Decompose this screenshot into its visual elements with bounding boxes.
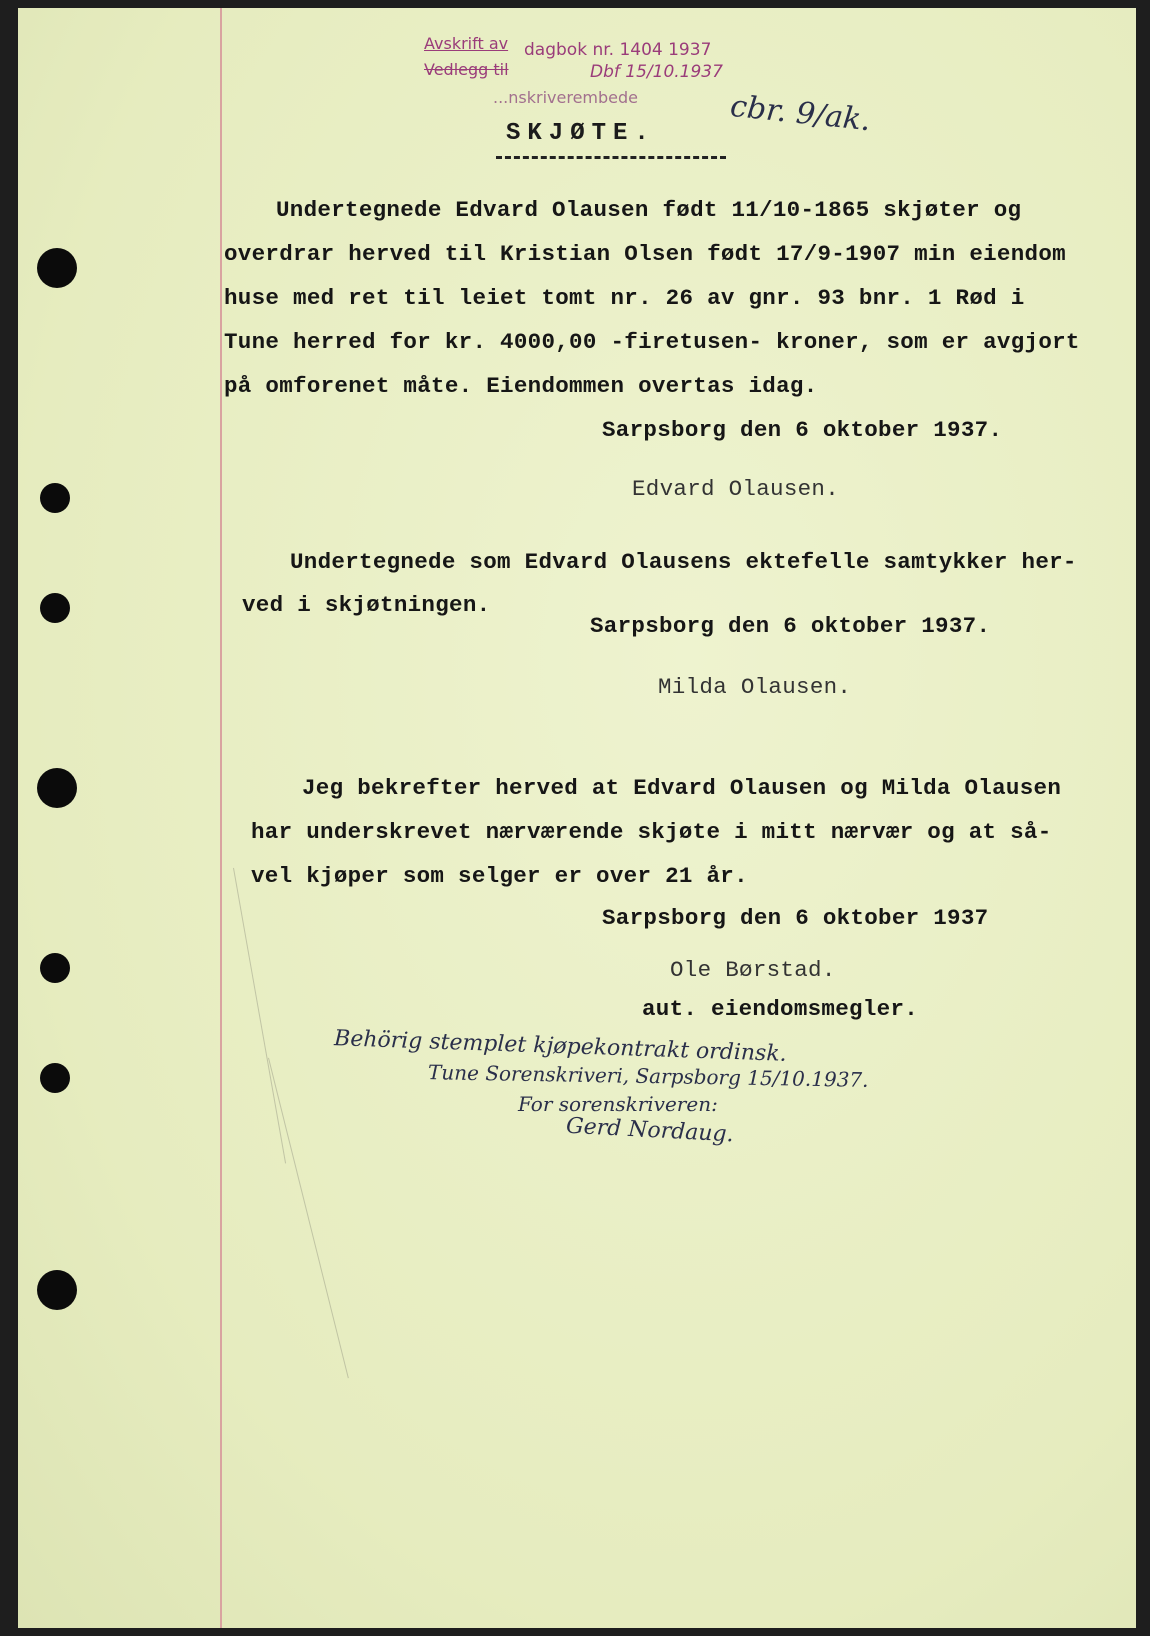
title-underline xyxy=(496,156,726,159)
margin-note: cbr. 9/ak. xyxy=(728,88,873,139)
stamp-vedlegg: Vedlegg til xyxy=(424,60,509,79)
punch-hole xyxy=(40,593,70,623)
body-line: Tune herred for kr. 4000,00 -firetusen- kroner, som er avgjort xyxy=(224,329,1080,355)
punch-hole xyxy=(37,1270,77,1310)
endorsement-signature: Gerd Nordaug. xyxy=(565,1113,735,1148)
body-line: vel kjøper som selger er over 21 år. xyxy=(251,863,748,889)
endorsement-line: Tune Sorenskriveri, Sarpsborg 15/10.1937. xyxy=(427,1060,869,1092)
signer-title: aut. eiendomsmegler. xyxy=(642,996,919,1022)
document-title: SKJØTE. xyxy=(506,120,656,147)
punch-hole xyxy=(37,768,77,808)
body-line: på omforenet måte. Eiendommen overtas idag. xyxy=(224,373,818,399)
body-line: Undertegnede Edvard Olausen født 11/10-1865 skjøter og xyxy=(276,197,1022,223)
paper-crease xyxy=(268,1058,349,1378)
signature-typed: Milda Olausen. xyxy=(658,674,852,700)
punch-hole xyxy=(40,483,70,513)
stamp-dbf-date: Dbf 15/10.1937 xyxy=(590,62,723,82)
body-line: overdrar herved til Kristian Olsen født 17/9-1907 min eiendom xyxy=(224,241,1066,267)
body-line: ved i skjøtningen. xyxy=(242,592,491,618)
signature-typed: Edvard Olausen. xyxy=(632,476,840,502)
place-date: Sarpsborg den 6 oktober 1937 xyxy=(602,905,989,931)
punch-hole xyxy=(40,1063,70,1093)
paper-crease xyxy=(233,868,286,1164)
stamp-dagbok-number: dagbok nr. 1404 1937 xyxy=(524,40,712,60)
endorsement-line: For sorenskriveren: xyxy=(518,1092,718,1116)
margin-line xyxy=(220,8,222,1628)
stamp-office: ...nskriverembede xyxy=(493,88,638,107)
body-line: Undertegnede som Edvard Olausens ektefelle samtykker her- xyxy=(290,549,1077,575)
body-line: har underskrevet nærværende skjøte i mitt nærvær og at så- xyxy=(251,819,1052,845)
punch-hole xyxy=(37,248,77,288)
punch-hole xyxy=(40,953,70,983)
document-page xyxy=(18,8,1136,1628)
place-date: Sarpsborg den 6 oktober 1937. xyxy=(602,417,1003,443)
body-line: Jeg bekrefter herved at Edvard Olausen og Milda Olausen xyxy=(302,775,1062,801)
body-line: huse med ret til leiet tomt nr. 26 av gnr. 93 bnr. 1 Rød i xyxy=(224,285,1025,311)
stamp-avskrift: Avskrift av xyxy=(424,34,509,53)
place-date: Sarpsborg den 6 oktober 1937. xyxy=(590,613,991,639)
endorsement-line: Behörig stemplet kjøpekontrakt ordinsk. xyxy=(333,1026,788,1067)
signature-typed: Ole Børstad. xyxy=(670,957,836,983)
